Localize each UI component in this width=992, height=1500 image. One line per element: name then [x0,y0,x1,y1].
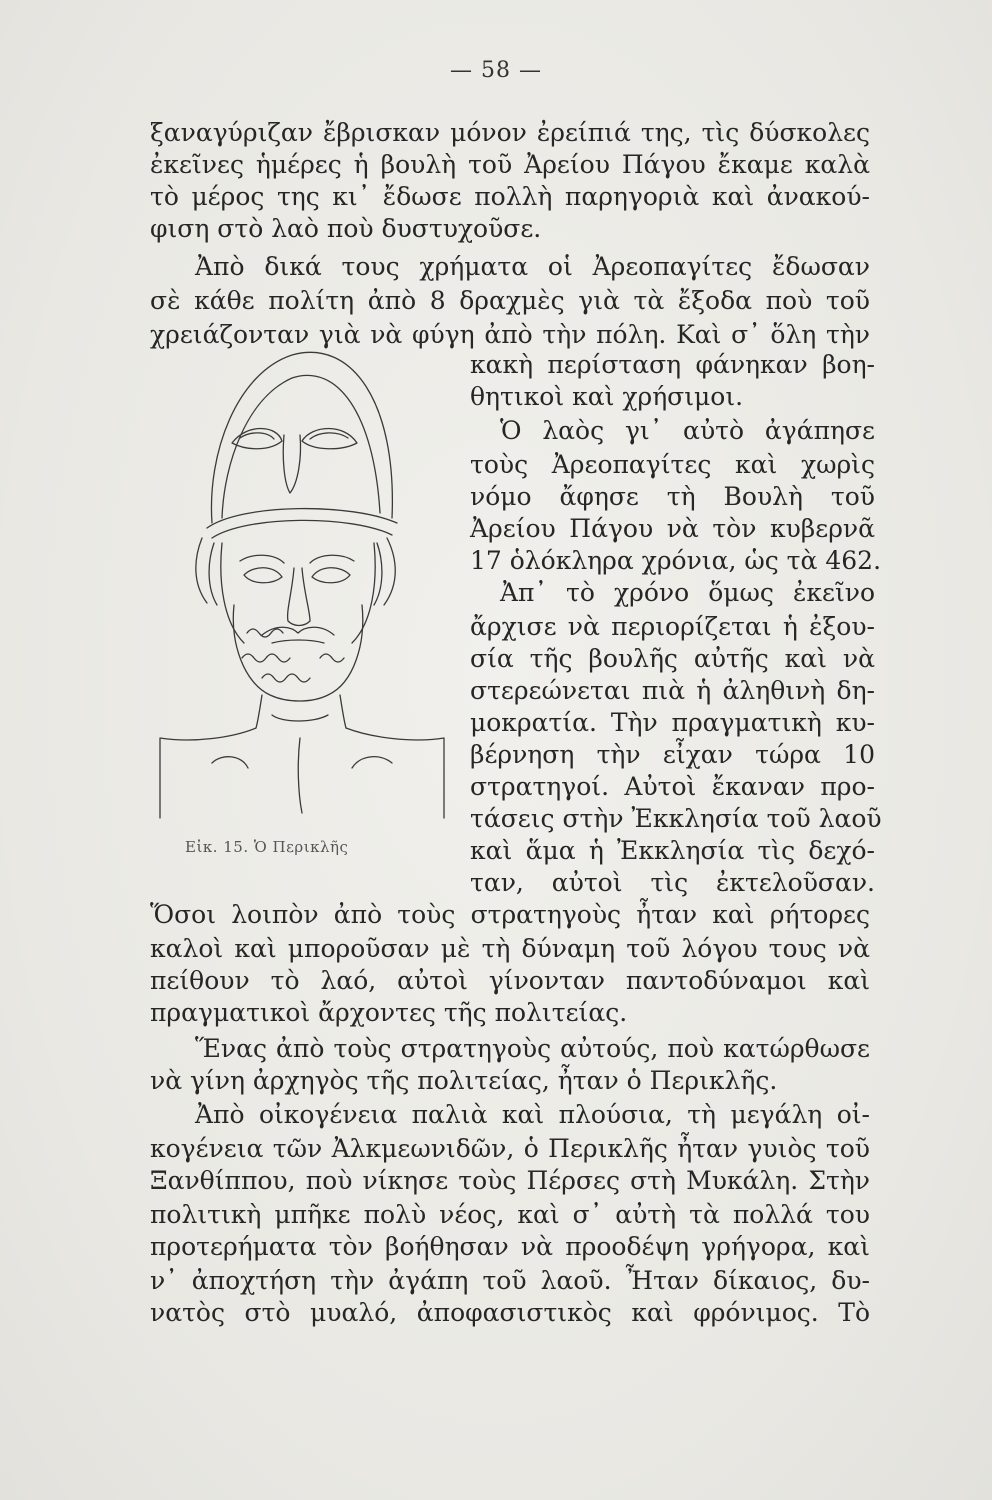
text-line: καλοὶ καὶ μποροῦσαν μὲ τὴ δύναμη τοῦ λόγου τους νὰ [150,934,870,963]
page-number: — 58 — [450,58,542,83]
text-line: νόμο ἄφησε τὴ Βουλὴ τοῦ [470,482,875,511]
text-line: ν᾿ ἀποχτήση τὴν ἀγάπη τοῦ λαοῦ. Ἦταν δίκαιος, δυ- [150,1266,870,1295]
text-line: τὸ μέρος της κι᾿ ἔδωσε πολλὴ παρηγοριὰ καὶ ἀνακού- [150,182,870,211]
eye-left [244,568,282,583]
text-line: ἄρχισε νὰ περιορίζεται ἡ ἐξου- [470,612,875,641]
text-line: στερεώνεται πιὰ ἡ ἀληθινὴ δη- [470,676,875,705]
text-line: σία τῆς βουλῆς αὐτῆς καὶ νὰ [470,644,875,673]
text-line: κογένεια τῶν Ἀλκμεωνιδῶν, ὁ Περικλῆς ἦταν γυιὸς τοῦ [150,1134,870,1163]
text-line: ταν, αὐτοὶ τὶς ἐκτελοῦσαν. [470,868,875,897]
text-line: πείθουν τὸ λαό, αὐτοὶ γίνονταν παντοδύναμοι καὶ [150,966,870,995]
text-line: Ἀπ᾿ τὸ χρόνο ὅμως ἐκεῖνο [500,578,875,607]
text-line: Ξανθίππου, ποὺ νίκησε τοὺς Πέρσες στὴ Μυκάλη. Στὴν [150,1166,870,1195]
eye-right [312,568,350,583]
text-line: Ὅσοι λοιπὸν ἀπὸ τοὺς στρατηγοὺς ἦταν καὶ ρήτορες [150,900,870,929]
text-line: Ἀπὸ δικά τους χρήματα οἱ Ἀρεοπαγίτες ἔδωσαν [195,252,870,281]
text-line: πολιτικὴ μπῆκε πολὺ νέος, καὶ σ᾿ αὐτὴ τὰ πολλά του [150,1200,870,1229]
text-line: θητικοὶ καὶ χρήσιμοι. [470,382,744,411]
text-line: νατὸς στὸ μυαλό, ἀποφασιστικὸς καὶ φρόνιμος. Τὸ [150,1298,870,1327]
helmet-outline [211,352,392,523]
text-line: τάσεις στὴν Ἐκκλησία τοῦ λαοῦ [470,804,882,833]
herm-shoulders [160,728,444,818]
text-line: 17 ὁλόκληρα χρόνια, ὡς τὰ 462. [470,546,882,575]
text-line: προτερήματα τὸν βοήθησαν νὰ προοδέψη γρήγορα, καὶ [150,1232,870,1261]
text-line: καὶ ἅμα ἡ Ἐκκλησία τὶς δεχό- [470,836,875,865]
text-line: ξαναγύριζαν ἔβρισκαν μόνον ἐρείπιά της, τὶς δύσκολες [150,118,870,147]
text-line: φιση στὸ λαὸ ποὺ δυστυχοῦσε. [150,214,542,243]
figure-caption: Εἰκ. 15. Ὁ Περικλῆς [185,838,349,856]
text-line: χρειάζονταν γιὰ νὰ φύγη ἀπὸ τὴν πόλη. Καὶ σ᾿ ὅλη τὴν [150,320,870,349]
face-outline [221,543,375,643]
text-line: Ὁ λαὸς γι᾿ αὐτὸ ἀγάπησε [500,416,875,445]
text-line: Ἀπὸ οἰκογένεια παλιὰ καὶ πλούσια, τὴ μεγάλη οἰ- [195,1100,870,1129]
text-line: στρατηγοί. Αὐτοὶ ἔκαναν προ- [470,772,875,801]
text-line: σὲ κάθε πολίτη ἀπὸ 8 δραχμὲς γιὰ τὰ ἔξοδα ποὺ τοῦ [150,286,870,315]
beard [233,605,362,701]
pericles-bust-illustration [152,343,452,843]
text-line: πραγματικοὶ ἄρχοντες τῆς πολιτείας. [150,998,628,1027]
text-line: κακὴ περίσταση φάνηκαν βοη- [470,350,875,379]
text-line: ἐκεῖνες ἡμέρες ἡ βουλὴ τοῦ Ἀρείου Πάγου ἔκαμε καλὰ [150,150,870,179]
text-line: Ἕνας ἀπὸ τοὺς στρατηγοὺς αὐτούς, ποὺ κατώρθωσε [195,1034,870,1063]
text-line: Ἀρείου Πάγου νὰ τὸν κυβερνᾶ [470,514,875,543]
text-line: τοὺς Ἀρεοπαγίτες καὶ χωρὶς [470,450,875,479]
text-line: μοκρατία. Τὴν πραγματικὴ κυ- [470,708,875,737]
text-line: νὰ γίνη ἀρχηγὸς τῆς πολιτείας, ἦταν ὁ Περικλῆς. [150,1066,778,1095]
text-line: βέρνηση τὴν εἶχαν τώρα 10 [470,740,875,769]
